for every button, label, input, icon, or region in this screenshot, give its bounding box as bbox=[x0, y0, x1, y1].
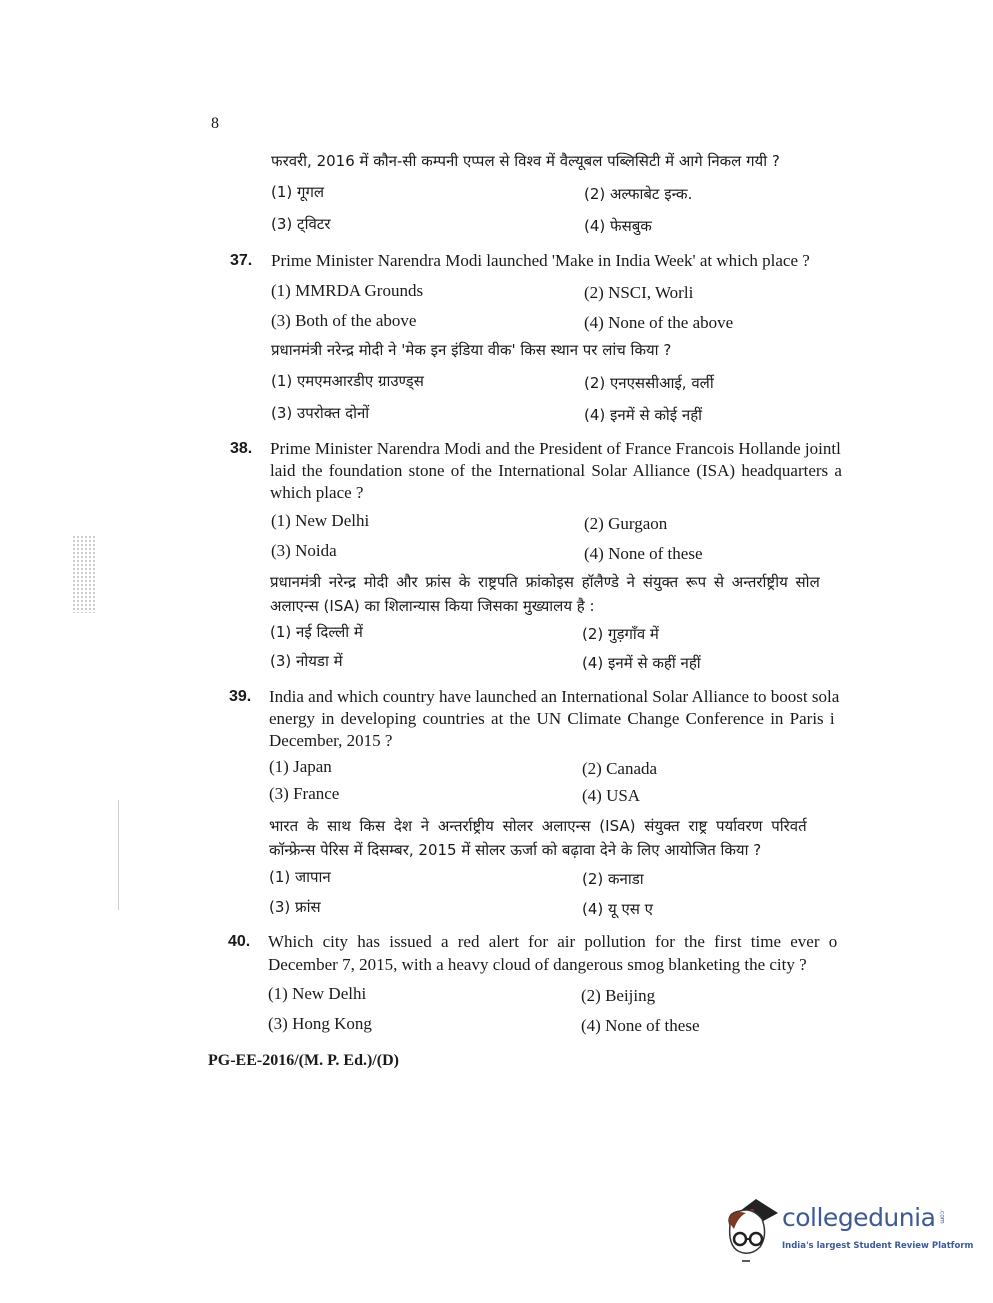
option: (4) इनमें से कोई नहीं bbox=[584, 406, 703, 424]
option: (3) उपरोक्त दोनों bbox=[271, 404, 370, 422]
brand-name: collegedunia bbox=[782, 1203, 936, 1232]
mascot-icon bbox=[722, 1195, 784, 1265]
question-text-hindi: अलाएन्स (ISA) का शिलान्यास किया जिसका मुख्यालय है : bbox=[270, 597, 595, 615]
question-text-hindi: प्रधानमंत्री नरेन्द्र मोदी ने 'मेक इन इंडिया वीक' किस स्थान पर लांच किया ? bbox=[271, 341, 672, 359]
option: (2) NSCI, Worli bbox=[584, 283, 694, 302]
question-text: Which city has issued a red alert for air pollution for the first time ever o bbox=[268, 932, 838, 951]
brand-tagline: India's largest Student Review Platform bbox=[782, 1241, 974, 1251]
option: (2) अल्फाबेट इन्क. bbox=[584, 185, 693, 203]
question-text: energy in developing countries at the UN Climate Change Conference in Paris i bbox=[269, 709, 835, 728]
option: (1) जापान bbox=[269, 868, 331, 886]
option: (1) MMRDA Grounds bbox=[271, 281, 424, 300]
option: (4) None of the above bbox=[584, 313, 734, 332]
option: (3) France bbox=[269, 784, 340, 803]
option: (4) None of these bbox=[584, 544, 703, 563]
option: (1) गूगल bbox=[271, 183, 325, 201]
option: (2) एनएससीआई, वर्ली bbox=[584, 374, 714, 392]
option: (1) एमएमआरडीए ग्राउण्ड्स bbox=[271, 372, 424, 390]
option: (1) Japan bbox=[269, 757, 332, 776]
paper-code-footer: PG-EE-2016/(M. P. Ed.)/(D) bbox=[208, 1052, 399, 1069]
question-number: 38. bbox=[230, 440, 253, 457]
option: (2) Beijing bbox=[581, 986, 656, 1005]
option: (3) Hong Kong bbox=[268, 1014, 372, 1033]
question-text: Prime Minister Narendra Modi and the President of France Francois Hollande jointl bbox=[270, 439, 841, 458]
question-number: 39. bbox=[229, 688, 252, 705]
option: (1) New Delhi bbox=[268, 984, 367, 1003]
option: (4) फेसबुक bbox=[584, 217, 652, 235]
option: (3) फ्रांस bbox=[269, 898, 321, 916]
question-text-hindi: भारत के साथ किस देश ने अन्तर्राष्ट्रीय सोलर अलाएन्स (ISA) संयुक्त राष्ट्र पर्यावरण परिवर्त bbox=[269, 817, 807, 835]
option: (2) कनाडा bbox=[582, 870, 644, 888]
option: (3) Both of the above bbox=[271, 311, 417, 330]
question-text: which place ? bbox=[270, 483, 364, 502]
question-text: December 7, 2015, with a heavy cloud of dangerous smog blanketing the city ? bbox=[268, 955, 807, 974]
option: (3) नोयडा में bbox=[270, 652, 343, 670]
option: (1) नई दिल्ली में bbox=[270, 623, 363, 641]
question-text: December, 2015 ? bbox=[269, 731, 393, 750]
option: (4) USA bbox=[582, 786, 641, 805]
question-text: Prime Minister Narendra Modi launched 'Make in India Week' at which place ? bbox=[271, 251, 810, 270]
option: (4) इनमें से कहीं नहीं bbox=[582, 654, 701, 672]
page-number: 8 bbox=[211, 115, 219, 132]
question-text-hindi: प्रधानमंत्री नरेन्द्र मोदी और फ्रांस के राष्ट्रपति फ्रांकोइस हॉलैण्डे ने संयुक्त रूप से अन्तर्राष्ट्रीय सोल bbox=[270, 573, 820, 591]
option: (3) ट्विटर bbox=[271, 215, 331, 233]
option: (4) None of these bbox=[581, 1016, 700, 1035]
collegedunia-watermark-logo bbox=[722, 1195, 990, 1270]
brand-suffix: .com bbox=[938, 1209, 946, 1224]
question-number: 40. bbox=[228, 933, 251, 950]
option: (3) Noida bbox=[271, 541, 337, 560]
option: (2) Canada bbox=[582, 759, 658, 778]
question-number: 37. bbox=[230, 252, 253, 269]
option: (4) यू एस ए bbox=[582, 900, 653, 918]
option: (2) गुड़गाँव में bbox=[582, 625, 659, 643]
question-text: India and which country have launched an International Solar Alliance to boost sola bbox=[269, 687, 840, 706]
option: (1) New Delhi bbox=[271, 511, 370, 530]
question-text: फरवरी, 2016 में कौन-सी कम्पनी एप्पल से विश्व में वैल्यूबल पब्लिसिटी में आगे निकल गयी ? bbox=[271, 152, 780, 170]
option: (2) Gurgaon bbox=[584, 514, 668, 533]
brand-row bbox=[782, 1203, 944, 1233]
question-text-hindi: कॉन्फ्रेन्स पेरिस में दिसम्बर, 2015 में सोलर ऊर्जा को बढ़ावा देने के लिए आयोजित किया ? bbox=[269, 841, 762, 859]
question-text: laid the foundation stone of the International Solar Alliance (ISA) headquarters a bbox=[270, 461, 842, 480]
scan-artifact-line bbox=[118, 800, 119, 910]
scan-dot-pattern bbox=[72, 535, 96, 613]
